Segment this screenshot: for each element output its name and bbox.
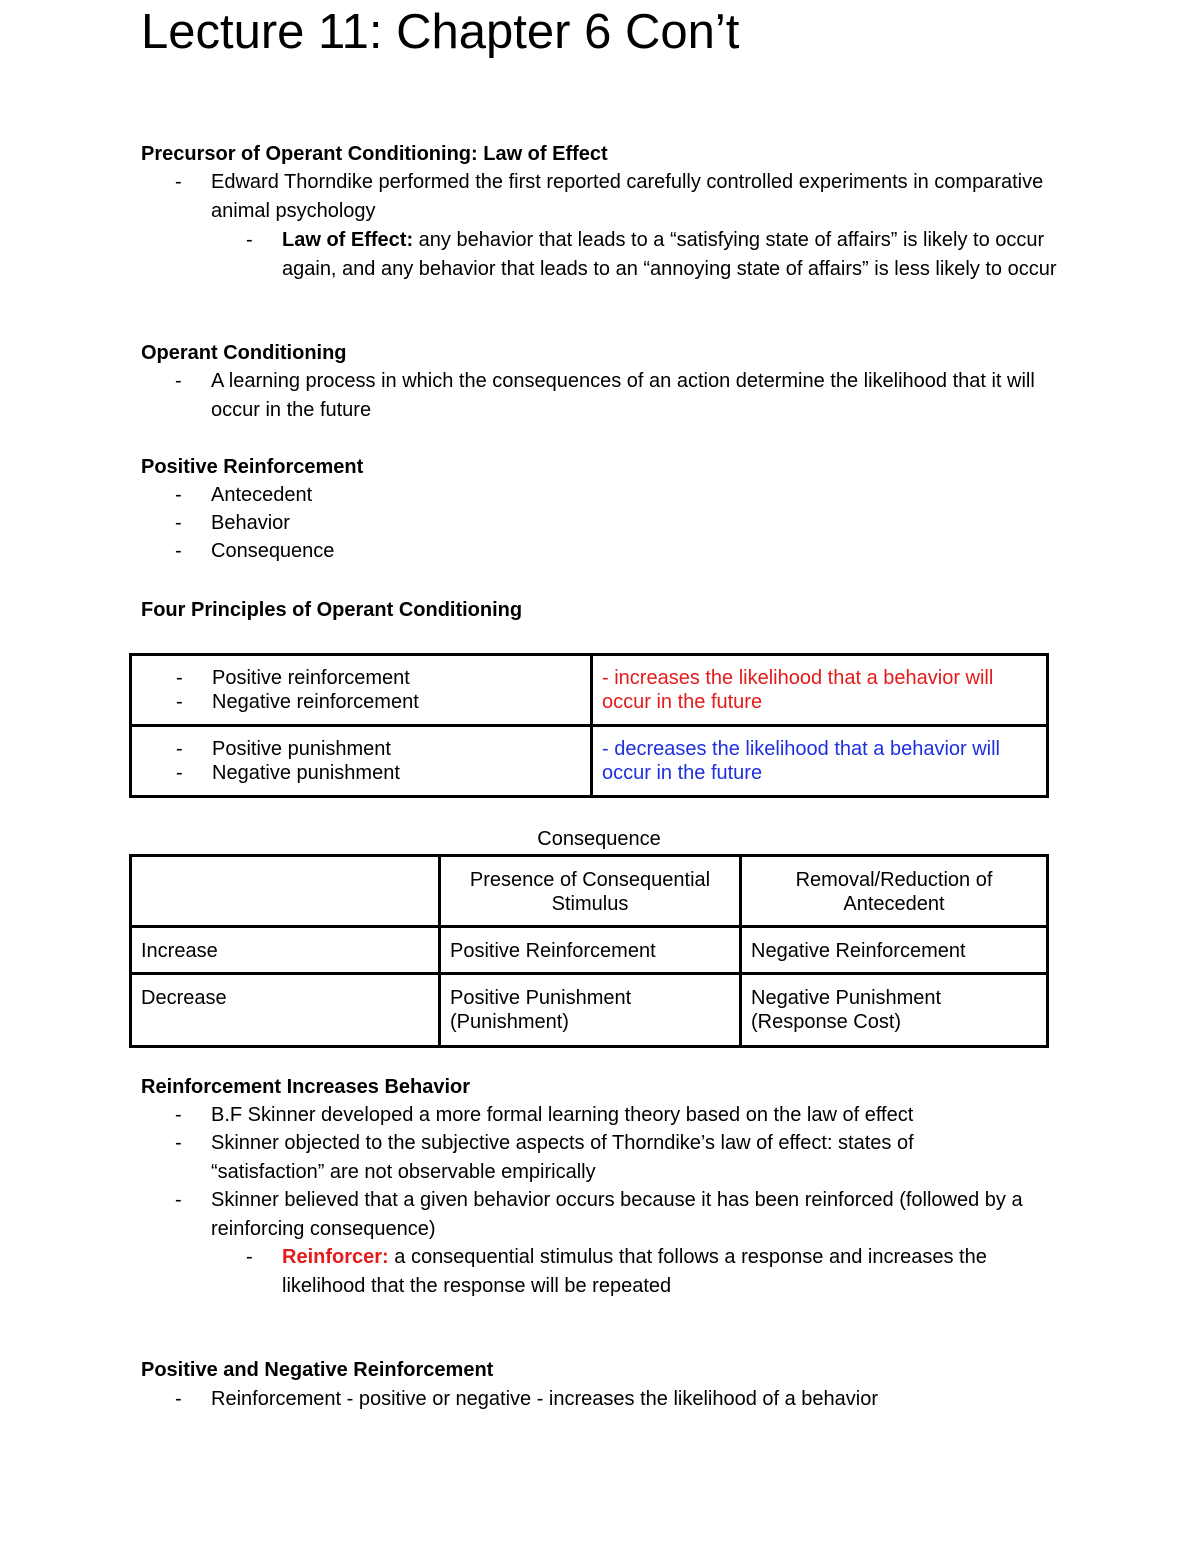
bullet-dash: - <box>175 1132 182 1154</box>
page-title: Lecture 11: Chapter 6 Con’t <box>141 5 740 59</box>
list-item <box>175 509 1061 538</box>
list-item <box>246 1243 1057 1300</box>
list-item-text: Consequence <box>211 540 335 562</box>
table-cell: Decrease <box>131 974 440 1047</box>
definition-law-of-effect: any behavior that leads to a “satisfying state of affairs” is likely to occur again, and any behavior that leads to an “annoying state of affairs” is less likely to occur <box>282 229 1057 280</box>
table-header-cell: Removal/Reduction of Antecedent <box>741 856 1048 927</box>
heading-four-principles: Four Principles of Operant Conditioning <box>141 599 523 621</box>
term-law-of-effect: Law of Effect: <box>282 229 414 251</box>
table-cell: Negative Reinforcement <box>741 927 1048 974</box>
list-item-text: Antecedent <box>211 484 313 506</box>
bullet-dash: - <box>175 484 182 506</box>
bullet-dash: - <box>176 762 183 784</box>
heading-law-of-effect: Precursor of Operant Conditioning: Law of Effect <box>141 143 608 165</box>
table-cell: Positive Punishment (Punishment) <box>440 974 741 1047</box>
bullet-dash: - <box>176 691 183 713</box>
list-item <box>175 481 1061 510</box>
heading-operant-conditioning: Operant Conditioning <box>141 342 347 364</box>
increase-description: - increases the likelihood that a behavior will occur in the future <box>602 667 994 713</box>
term-reinforcer: Reinforcer: <box>282 1246 389 1268</box>
table-cell <box>592 726 1048 797</box>
table-row <box>131 927 1048 974</box>
bullet-dash: - <box>176 667 183 689</box>
cell-text: Negative reinforcement <box>212 691 419 713</box>
bullet-dash: - <box>175 1388 182 1410</box>
bullet-dash: - <box>176 738 183 760</box>
bullet-dash: - <box>175 512 182 534</box>
list-item-text: Reinforcement - positive or negative - increases the likelihood of a behavior <box>211 1388 879 1410</box>
heading-positive-reinforcement: Positive Reinforcement <box>141 456 364 478</box>
table-cell <box>131 726 592 797</box>
list-item-text: Behavior <box>211 512 290 534</box>
table-cell <box>592 655 1048 726</box>
list-item-text: Skinner believed that a given behavior occurs because it has been reinforced (followed by a reinforcing consequence) <box>211 1189 1023 1240</box>
list-item <box>175 1101 1061 1130</box>
bullet-dash: - <box>175 1104 182 1126</box>
list-item <box>175 1129 1001 1186</box>
four-principles-table <box>129 653 1049 798</box>
list-item <box>175 1186 1061 1243</box>
cell-text: Negative punishment <box>212 762 400 784</box>
table-header-cell: Presence of Consequential Stimulus <box>440 856 741 927</box>
bullet-dash: - <box>246 1246 253 1268</box>
bullet-dash: - <box>175 1189 182 1211</box>
bullet-dash: - <box>246 229 253 251</box>
list-item-text: Skinner objected to the subjective aspects of Thorndike’s law of effect: states of “satisfaction” are not observable empirically <box>211 1132 914 1183</box>
table-cell: Increase <box>131 927 440 974</box>
list-item-text: Edward Thorndike performed the first reported carefully controlled experiments in comparative animal psychology <box>211 171 1044 222</box>
list-item <box>175 168 1061 225</box>
table-cell: Negative Punishment (Response Cost) <box>741 974 1048 1047</box>
table-caption: Consequence <box>537 828 661 850</box>
table-cell <box>131 655 592 726</box>
table-row <box>131 726 1048 797</box>
table-header-cell <box>131 856 440 927</box>
heading-reinforcement-increases: Reinforcement Increases Behavior <box>141 1076 471 1098</box>
heading-positive-negative-reinforcement: Positive and Negative Reinforcement <box>141 1359 494 1381</box>
decrease-description: - decreases the likelihood that a behavior will occur in the future <box>602 738 1000 784</box>
list-item <box>175 367 1061 424</box>
cell-text: Positive punishment <box>212 738 391 760</box>
bullet-dash: - <box>175 171 182 193</box>
consequence-table <box>129 854 1049 1048</box>
table-header-row <box>131 856 1048 927</box>
cell-text: Positive reinforcement <box>212 667 410 689</box>
table-row <box>131 974 1048 1047</box>
table-cell: Positive Reinforcement <box>440 927 741 974</box>
bullet-dash: - <box>175 540 182 562</box>
list-item <box>175 537 1061 566</box>
list-item-text: B.F Skinner developed a more formal learning theory based on the law of effect <box>211 1104 914 1126</box>
list-item-text: A learning process in which the consequences of an action determine the likelihood that it will occur in the future <box>211 370 1035 421</box>
bullet-dash: - <box>175 370 182 392</box>
list-item <box>175 1385 1061 1414</box>
list-item <box>246 226 1057 283</box>
table-row <box>131 655 1048 726</box>
definition-reinforcer: a consequential stimulus that follows a response and increases the likelihood that the response will be repeated <box>282 1246 987 1297</box>
